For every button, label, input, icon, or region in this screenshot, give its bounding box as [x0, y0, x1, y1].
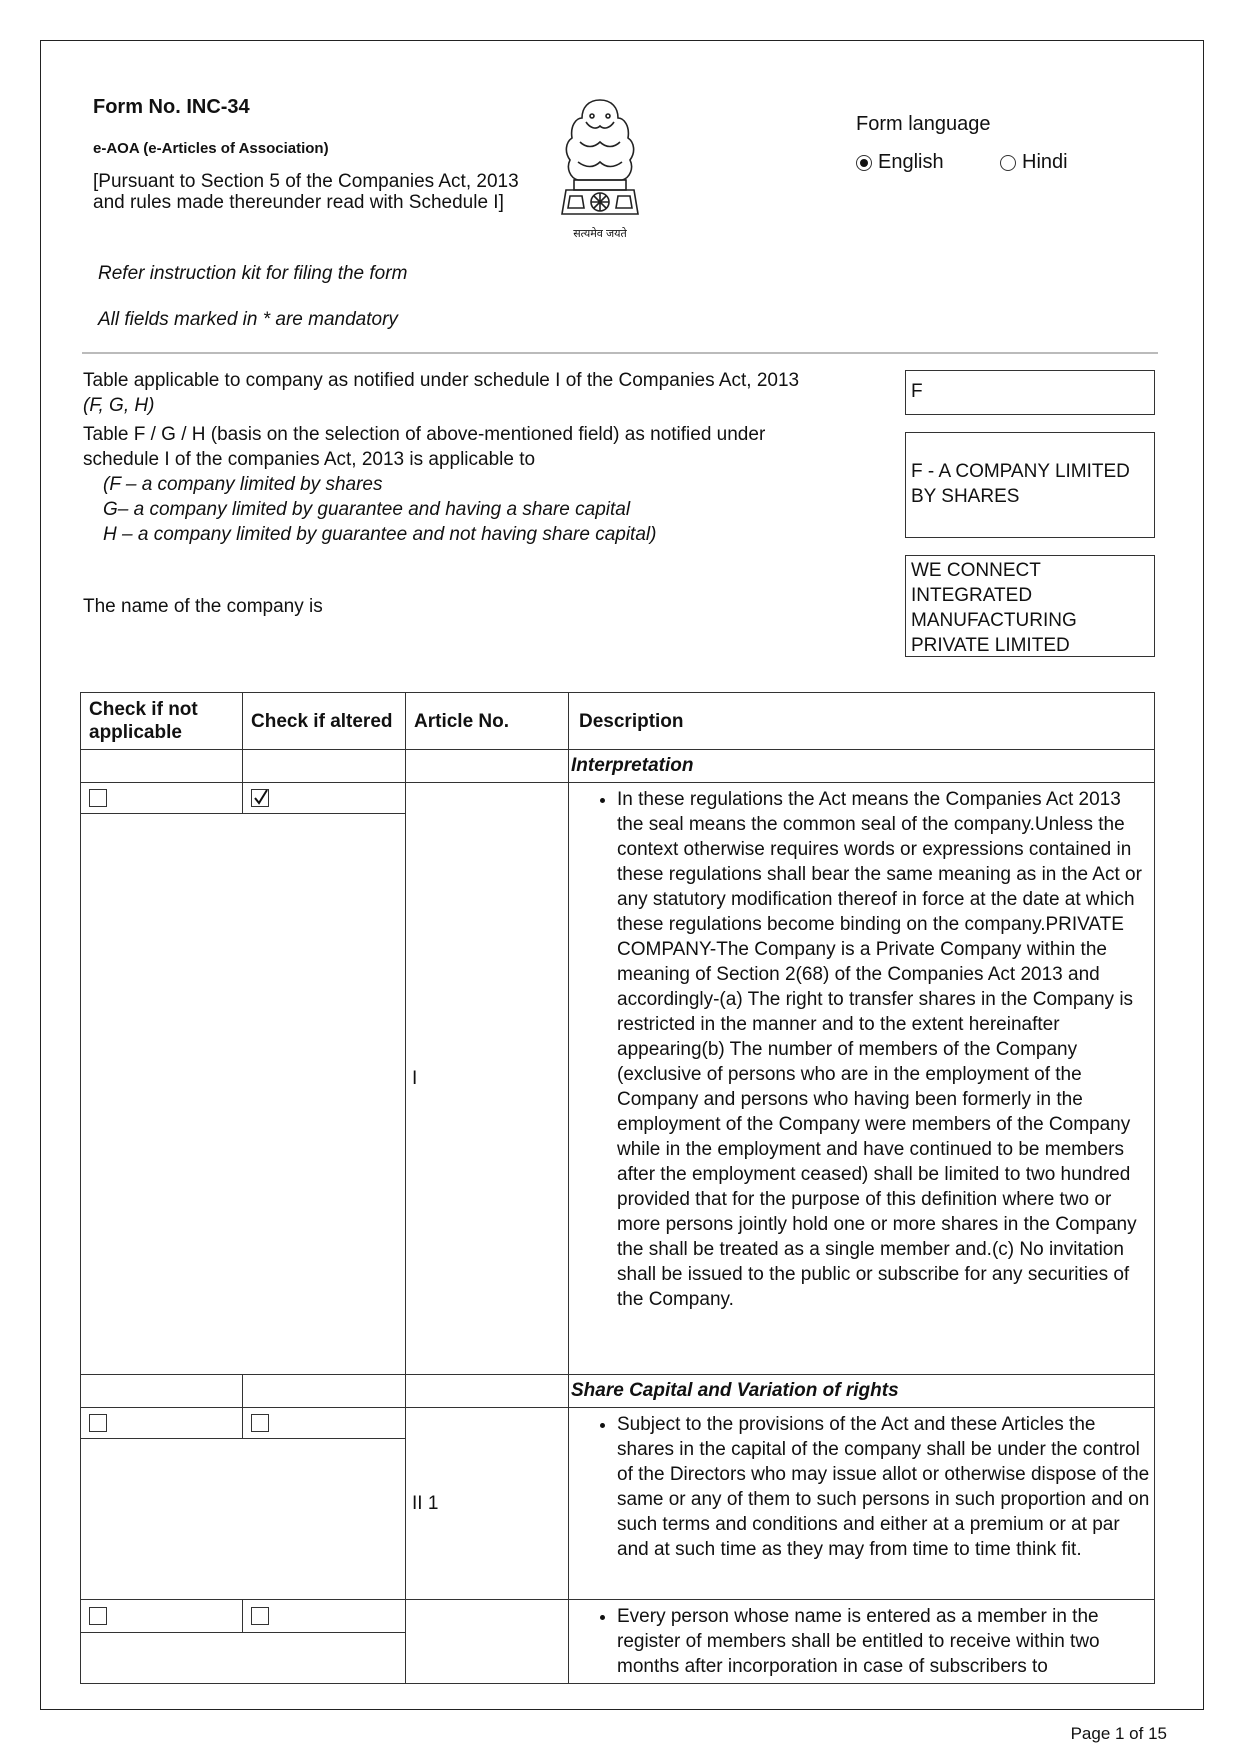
section-title: Interpretation [569, 750, 1155, 783]
header-divider [82, 352, 1158, 354]
article-description: • In these regulations the Act means the Companies Act 2013 the seal means the common seal of the company.Unless the context otherwise requires words or expressions contained in these regulations shall bear the same meaning as in the Act or any statutory modification thereof in force at the date at which these regulations become binding on the company.PRIVATE COMPANY-The Company is a Private Company within the meaning of Section 2(68) of the Companies Act 2013 and accordingly-(a) The right to transfer shares in the Company is restricted in the manner and to the extent hereinafter appearing(b) The number of members of the Company (exclusive of persons who are in the employment of the Company and persons who having been formerly in the employment of the Company were members of the Company while in the employment and have continued to be members after the employment ceased) shall be limited to two hundred provided that for the purpose of this definition where two or more persons jointly hold one or more shares in the Company the shall be treated as a single member and.(c) No invitation shall be issued to the public or subscribe for any securities of the Company. [569, 783, 1155, 1375]
pursuant-text: [Pursuant to Section 5 of the Companies Act, 2013 and rules made thereunder read with Schedule I] [93, 171, 519, 213]
mandatory-note: All fields marked in * are mandatory [98, 309, 398, 330]
not-applicable-checkbox[interactable] [89, 1414, 107, 1432]
form-subtitle: e-AOA (e-Articles of Association) [93, 140, 329, 157]
altered-checkbox[interactable] [251, 1414, 269, 1432]
table-basis-label: Table F / G / H (basis on the selection of above-mentioned field) as notified under schedule I of the companies Act, 2013 is applicable to (F – a company limited by shares G– a company limited by guarantee and having a share capital H – a company limited by guarantee and not having share capital) [83, 424, 766, 545]
article-description: • Subject to the provisions of the Act and these Articles the shares in the capital of the company shall be under the control of the Directors who may issue allot or otherwise dispose of the same or any of them to such persons in such proportion and on such terms and conditions and either at a premium or at par and at such time as they may from time to time think fit. [569, 1408, 1155, 1600]
article-description: • Every person whose name is entered as a member in the register of members shall be entitled to receive within two months after incorporation in case of subscribers to [569, 1600, 1155, 1684]
radio-english[interactable] [856, 155, 872, 171]
article-number: II 1 [406, 1408, 569, 1600]
table-header-row [81, 693, 1155, 750]
article-number [406, 1600, 569, 1684]
not-applicable-checkbox[interactable] [89, 789, 107, 807]
page-number: Page 1 of 15 [1070, 1724, 1167, 1743]
emblem-caption: सत्यमेव जयते [573, 228, 627, 240]
section-title: Share Capital and Variation of rights [569, 1375, 1155, 1408]
language-option-english[interactable] [856, 151, 944, 174]
table-applicable-field[interactable]: F [905, 370, 1155, 415]
radio-hindi[interactable] [1000, 155, 1016, 171]
header-article-no: Article No. [406, 693, 569, 750]
table-row [81, 1600, 1155, 1633]
instruction-text: Refer instruction kit for filing the form [98, 263, 408, 284]
header-description: Description [569, 693, 1155, 750]
altered-checkbox[interactable] [251, 789, 269, 807]
company-name-field[interactable]: WE CONNECT INTEGRATED MANUFACTURING PRIVATE LIMITED [905, 555, 1155, 657]
form-language-label: Form language [856, 113, 991, 135]
header-not-applicable: Check if not applicable [81, 693, 243, 750]
section-row [81, 1375, 1155, 1408]
language-english-label: English [878, 151, 944, 173]
articles-table [80, 692, 1155, 1684]
company-name-label: The name of the company is [83, 596, 323, 617]
check-icon [253, 789, 269, 807]
table-basis-field[interactable]: F - A COMPANY LIMITED BY SHARES [905, 432, 1155, 538]
national-emblem-icon [552, 92, 648, 240]
language-hindi-label: Hindi [1022, 151, 1068, 173]
table-applicable-label: Table applicable to company as notified under schedule I of the Companies Act, 2013 (F, G, H) [83, 370, 800, 416]
not-applicable-checkbox[interactable] [89, 1607, 107, 1625]
form-number: Form No. INC-34 [93, 96, 250, 118]
table-row [81, 783, 1155, 814]
header-altered: Check if altered [243, 693, 406, 750]
article-number: I [406, 783, 569, 1375]
table-row [81, 1408, 1155, 1439]
section-row [81, 750, 1155, 783]
language-option-hindi[interactable] [1000, 151, 1068, 174]
altered-checkbox[interactable] [251, 1607, 269, 1625]
